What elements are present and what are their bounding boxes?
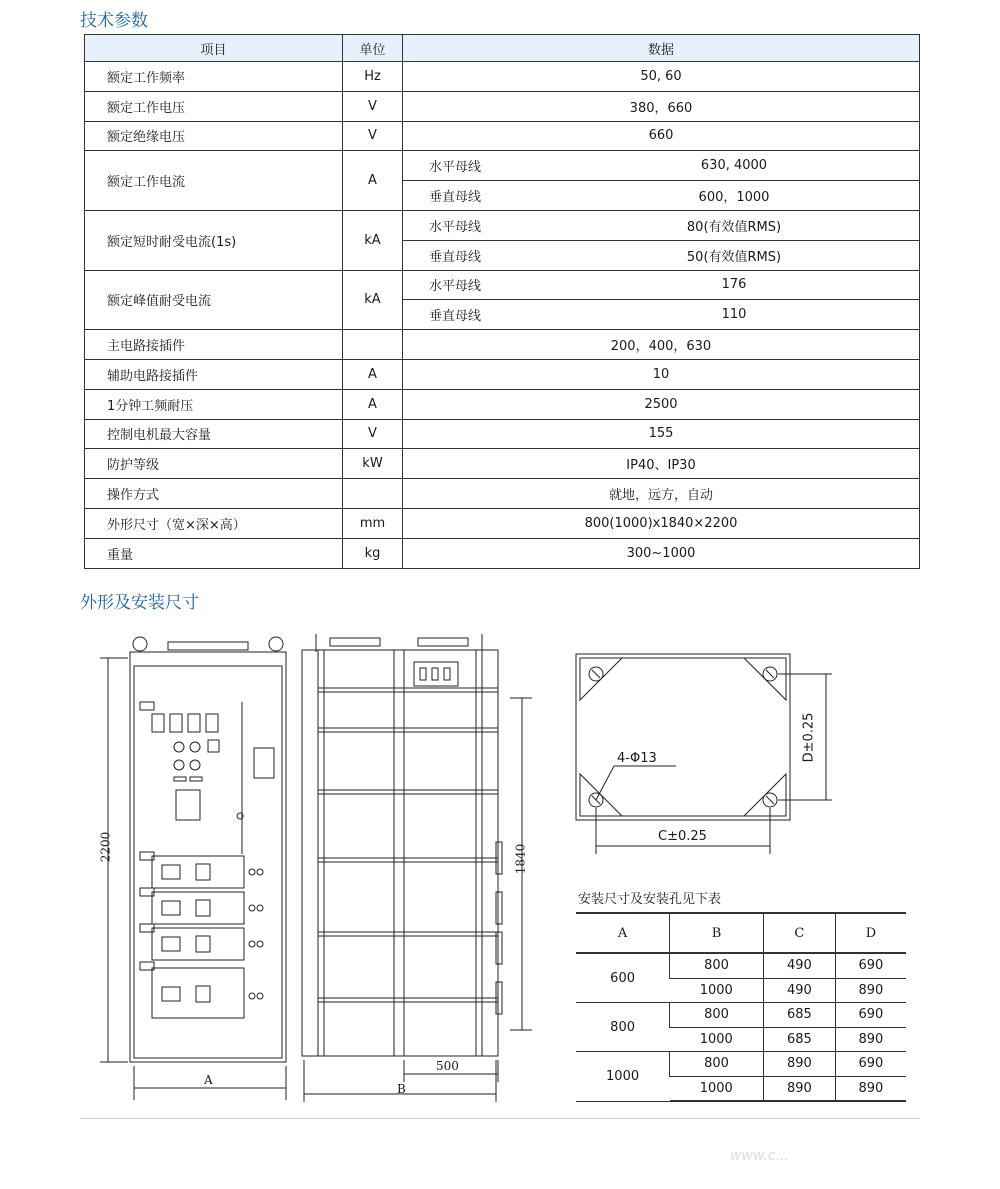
- param-name: 额定工作电压: [85, 91, 343, 121]
- param-sub-label: 垂直母线: [403, 240, 550, 270]
- side-inner-depth-label: 500: [436, 1059, 459, 1073]
- header-item: 项目: [85, 35, 343, 62]
- param-name: 1分钟工频耐压: [85, 389, 343, 419]
- table-row: [85, 62, 920, 92]
- param-unit: kA: [343, 270, 403, 330]
- param-name: 防护等级: [85, 449, 343, 479]
- table-row: [85, 151, 920, 181]
- param-value: IP40、IP30: [403, 449, 920, 479]
- param-name: 额定短时耐受电流(1s): [85, 210, 343, 270]
- table-row: [85, 121, 920, 151]
- install-header-row: [576, 913, 906, 953]
- param-name: 额定工作频率: [85, 62, 343, 92]
- param-value: 50(有效值RMS): [549, 240, 920, 270]
- param-unit: V: [343, 419, 403, 449]
- table-row: [85, 449, 920, 479]
- install-a-value: 600: [576, 953, 670, 1003]
- param-value: 300~1000: [403, 538, 920, 568]
- param-value: 800(1000)x1840×2200: [403, 508, 920, 538]
- param-value: 50, 60: [403, 62, 920, 92]
- base-depth-label: D±0.25: [801, 712, 817, 763]
- param-value: 155: [403, 419, 920, 449]
- install-cell: 890: [835, 978, 906, 1003]
- table-row: [85, 419, 920, 449]
- install-cell: 890: [763, 1076, 835, 1101]
- install-cell: 685: [763, 1003, 835, 1028]
- side-view-drawing: [300, 632, 540, 1104]
- param-value: 110: [549, 300, 920, 330]
- param-value: 200，400，630: [403, 330, 920, 360]
- param-unit: Hz: [343, 62, 403, 92]
- param-unit: [343, 479, 403, 509]
- install-cell: 490: [763, 953, 835, 978]
- install-cell: 1000: [670, 1027, 764, 1052]
- footer-divider: [80, 1118, 920, 1119]
- install-cell: 800: [670, 1052, 764, 1077]
- param-name: 控制电机最大容量: [85, 419, 343, 449]
- install-header-b: B: [670, 913, 764, 953]
- param-sub-label: 垂直母线: [403, 300, 550, 330]
- install-cell: 690: [835, 953, 906, 978]
- install-row: [576, 1052, 906, 1077]
- install-cell: 490: [763, 978, 835, 1003]
- table-row: [85, 359, 920, 389]
- install-cell: 800: [670, 1003, 764, 1028]
- param-unit: V: [343, 91, 403, 121]
- watermark: www.c...: [730, 1148, 789, 1164]
- param-unit: V: [343, 121, 403, 151]
- side-height-label: 1840: [513, 843, 528, 875]
- param-value: 176: [549, 270, 920, 300]
- param-value: 380，660: [403, 91, 920, 121]
- install-table-caption: 安装尺寸及安装孔见下表: [578, 892, 722, 907]
- param-unit: A: [343, 151, 403, 211]
- param-sub-label: 水平母线: [403, 270, 550, 300]
- param-value: 630, 4000: [549, 151, 920, 181]
- param-name: 外形尺寸（宽×深×高）: [85, 508, 343, 538]
- install-cell: 1000: [670, 1076, 764, 1101]
- table-row: [85, 270, 920, 300]
- install-cell: 690: [835, 1003, 906, 1028]
- param-value: 80(有效值RMS): [549, 210, 920, 240]
- install-cell: 1000: [670, 978, 764, 1003]
- param-unit: kg: [343, 538, 403, 568]
- section-title-dimensions: 外形及安装尺寸: [80, 593, 199, 613]
- param-sub-label: 水平母线: [403, 151, 550, 181]
- param-sub-label: 水平母线: [403, 210, 550, 240]
- param-name: 重量: [85, 538, 343, 568]
- table-row: [85, 330, 920, 360]
- header-data: 数据: [403, 35, 920, 62]
- param-name: 额定工作电流: [85, 151, 343, 211]
- install-a-value: 800: [576, 1003, 670, 1052]
- table-row: [85, 479, 920, 509]
- header-unit: 单位: [343, 35, 403, 62]
- install-cell: 890: [763, 1052, 835, 1077]
- front-view-drawing: [90, 630, 295, 1110]
- param-unit: kW: [343, 449, 403, 479]
- install-header-d: D: [835, 913, 906, 953]
- table-row: [85, 210, 920, 240]
- param-name: 主电路接插件: [85, 330, 343, 360]
- front-width-label: A: [204, 1073, 213, 1087]
- param-unit: [343, 330, 403, 360]
- table-header-row: [85, 35, 920, 62]
- param-name: 额定峰值耐受电流: [85, 270, 343, 330]
- param-unit: A: [343, 359, 403, 389]
- install-row: [576, 1003, 906, 1028]
- install-cell: 890: [835, 1076, 906, 1101]
- param-unit: kA: [343, 210, 403, 270]
- side-width-label: B: [397, 1082, 406, 1096]
- param-sub-label: 垂直母线: [403, 181, 550, 211]
- table-row: [85, 389, 920, 419]
- install-header-c: C: [763, 913, 835, 953]
- param-value: 10: [403, 359, 920, 389]
- table-row: [85, 508, 920, 538]
- install-row: [576, 953, 906, 978]
- param-name: 操作方式: [85, 479, 343, 509]
- install-cell: 890: [835, 1027, 906, 1052]
- install-cell: 685: [763, 1027, 835, 1052]
- install-cell: 800: [670, 953, 764, 978]
- param-value: 就地，远方，自动: [403, 479, 920, 509]
- base-width-label: C±0.25: [658, 829, 707, 844]
- param-name: 额定绝缘电压: [85, 121, 343, 151]
- param-value: 600，1000: [549, 181, 920, 211]
- install-cell: 690: [835, 1052, 906, 1077]
- param-unit: A: [343, 389, 403, 419]
- install-a-value: 1000: [576, 1052, 670, 1102]
- table-row: [85, 91, 920, 121]
- param-unit: mm: [343, 508, 403, 538]
- front-height-label: 2200: [98, 831, 113, 863]
- param-value: 2500: [403, 389, 920, 419]
- table-row: [85, 538, 920, 568]
- section-title-tech-params: 技术参数: [80, 11, 148, 31]
- tech-params-table: [84, 34, 920, 569]
- param-name: 辅助电路接插件: [85, 359, 343, 389]
- param-value: 660: [403, 121, 920, 151]
- install-dimensions-table: [576, 912, 906, 1102]
- base-hole-label: 4-Φ13: [617, 751, 657, 766]
- install-header-a: A: [576, 913, 670, 953]
